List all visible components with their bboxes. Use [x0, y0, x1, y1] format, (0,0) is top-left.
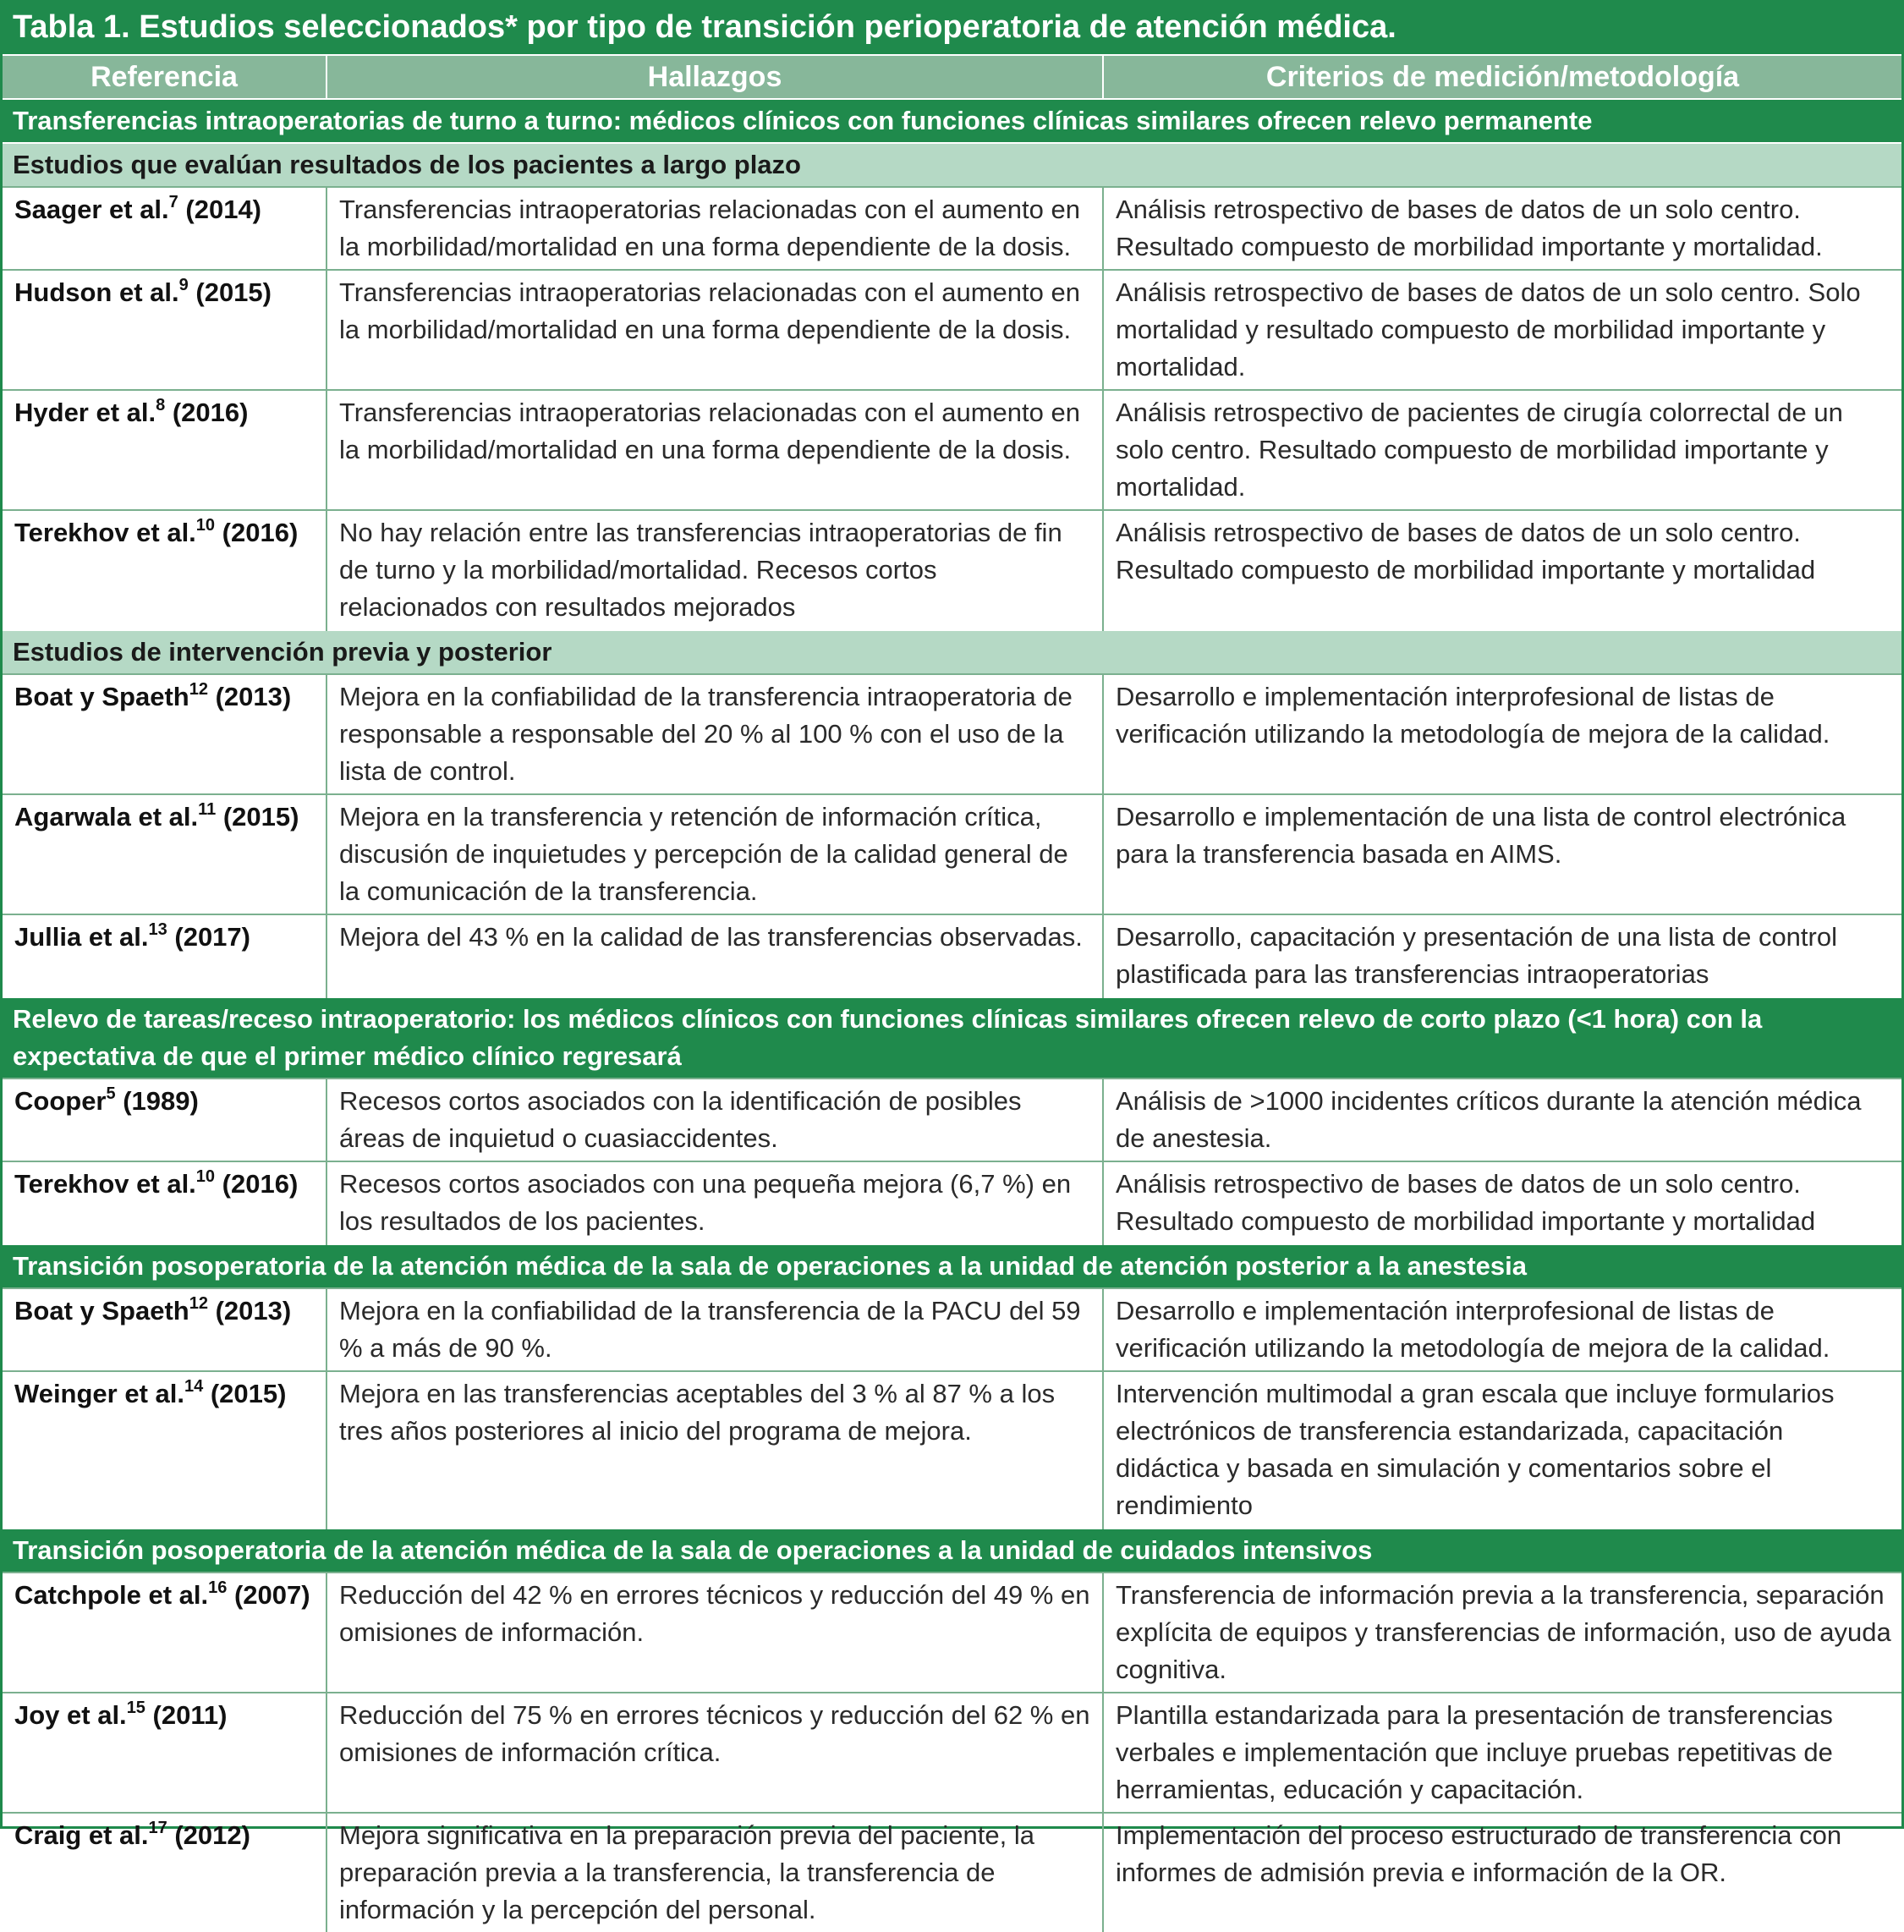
column-header-findings: Hallazgos: [326, 55, 1103, 99]
findings-cell: Reducción del 75 % en errores técnicos y reducción del 62 % en omisiones de información crítica.: [326, 1693, 1103, 1813]
methods-cell: Análisis de >1000 incidentes críticos durante la atención médica de anestesia.: [1103, 1079, 1901, 1161]
table-row: [3, 674, 1901, 794]
reference-authors: Terekhov et al.: [14, 1169, 196, 1199]
reference-citation: 11: [198, 799, 217, 819]
reference-cell: [3, 1572, 326, 1693]
reference-cell: [3, 1371, 326, 1529]
methods-cell: Plantilla estandarizada para la presentación de transferencias verbales e implementación que incluye pruebas repetitivas de herramientas, educación y capacitación.: [1103, 1693, 1901, 1813]
reference-citation: 5: [106, 1084, 116, 1103]
reference-authors: Cooper: [14, 1086, 107, 1116]
subsection-heading: Estudios que evalúan resultados de los pacientes a largo plazo: [3, 143, 1901, 187]
table-row: [3, 1813, 1901, 1932]
reference-year: (1989): [115, 1086, 199, 1116]
table-row: [3, 1371, 1901, 1529]
reference-year: (2015): [216, 802, 299, 832]
reference-citation: 8: [156, 395, 166, 414]
reference-citation: 16: [208, 1578, 228, 1597]
reference-cell: [3, 674, 326, 794]
findings-cell: No hay relación entre las transferencias intraoperatorias de fin de turno y la morbilidad/mortalidad. Recesos cortos relacionados con resultados mejorados: [326, 510, 1103, 630]
reference-citation: 9: [178, 275, 189, 294]
reference-authors: Terekhov et al.: [14, 518, 196, 547]
section-heading: Transición posoperatoria de la atención médica de la sala de operaciones a la unidad de atención posterior a la anestesia: [3, 1244, 1901, 1288]
methods-cell: Intervención multimodal a gran escala que incluye formularios electrónicos de transferencia estandarizada, capacitación didáctica y basada en simulación y comentarios sobre el rendimiento: [1103, 1371, 1901, 1529]
reference-citation: 10: [195, 1166, 216, 1186]
reference-year: (2015): [203, 1379, 287, 1408]
findings-cell: Transferencias intraoperatorias relacionadas con el aumento en la morbilidad/mortalidad en una forma dependiente de la dosis.: [326, 187, 1103, 270]
findings-cell: Mejora del 43 % en la calidad de las transferencias observadas.: [326, 914, 1103, 997]
findings-cell: Mejora en la confiabilidad de la transferencia de la PACU del 59 % a más de 90 %.: [326, 1288, 1103, 1371]
methods-cell: Desarrollo e implementación interprofesional de listas de verificación utilizando la metodología de mejora de la calidad.: [1103, 1288, 1901, 1371]
reference-citation: 12: [189, 679, 208, 699]
table-row: [3, 1079, 1901, 1161]
findings-cell: Mejora en la confiabilidad de la transferencia intraoperatoria de responsable a responsable del 20 % al 100 % con el uso de la lista de control.: [326, 674, 1103, 794]
reference-citation: 7: [168, 192, 178, 211]
reference-cell: [3, 1693, 326, 1813]
methods-cell: Análisis retrospectivo de bases de datos de un solo centro. Resultado compuesto de morbilidad importante y mortalidad.: [1103, 187, 1901, 270]
methods-cell: Análisis retrospectivo de pacientes de cirugía colorrectal de un solo centro. Resultado compuesto de morbilidad importante y mortalidad.: [1103, 390, 1901, 510]
reference-citation: 13: [148, 919, 167, 939]
table-row: [3, 270, 1901, 390]
reference-authors: Boat y Spaeth: [14, 1296, 189, 1326]
reference-year: (2011): [145, 1700, 228, 1730]
reference-cell: [3, 187, 326, 270]
table-row: [3, 1161, 1901, 1244]
table-row: [3, 794, 1901, 914]
section-heading-row: [3, 99, 1901, 143]
studies-table: [3, 0, 1901, 1932]
reference-authors: Catchpole et al.: [14, 1580, 209, 1610]
reference-year: (2016): [165, 398, 249, 427]
section-heading: Transición posoperatoria de la atención médica de la sala de operaciones a la unidad de cuidados intensivos: [3, 1529, 1901, 1572]
reference-citation: 15: [126, 1698, 145, 1717]
table-row: [3, 1288, 1901, 1371]
methods-cell: Desarrollo, capacitación y presentación de una lista de control plastificada para las transferencias intraoperatorias: [1103, 914, 1901, 997]
column-header-row: [3, 55, 1901, 99]
table-row: [3, 1693, 1901, 1813]
reference-cell: [3, 1288, 326, 1371]
findings-cell: Transferencias intraoperatorias relacionadas con el aumento en la morbilidad/mortalidad en una forma dependiente de la dosis.: [326, 270, 1103, 390]
findings-cell: Recesos cortos asociados con una pequeña mejora (6,7 %) en los resultados de los pacientes.: [326, 1161, 1103, 1244]
column-header-methods: Criterios de medición/metodología: [1103, 55, 1901, 99]
reference-cell: [3, 794, 326, 914]
findings-cell: Recesos cortos asociados con la identificación de posibles áreas de inquietud o cuasiaccidentes.: [326, 1079, 1103, 1161]
table-row: [3, 510, 1901, 630]
reference-authors: Jullia et al.: [14, 922, 149, 952]
reference-year: (2012): [167, 1820, 250, 1850]
reference-authors: Weinger et al.: [14, 1379, 184, 1408]
reference-year: (2016): [215, 1169, 299, 1199]
findings-cell: Mejora en la transferencia y retención de información crítica, discusión de inquietudes y percepción de la calidad general de la comunicación de la transferencia.: [326, 794, 1103, 914]
reference-cell: [3, 914, 326, 997]
findings-cell: Reducción del 42 % en errores técnicos y reducción del 49 % en omisiones de información.: [326, 1572, 1103, 1693]
findings-cell: Mejora en las transferencias aceptables del 3 % al 87 % a los tres años posteriores al inicio del programa de mejora.: [326, 1371, 1103, 1529]
reference-citation: 12: [189, 1293, 208, 1313]
reference-cell: [3, 1161, 326, 1244]
reference-cell: [3, 390, 326, 510]
reference-authors: Agarwala et al.: [14, 802, 199, 832]
subsection-heading: Estudios de intervención previa y posterior: [3, 630, 1901, 674]
reference-year: (2014): [178, 195, 262, 224]
reference-cell: [3, 1079, 326, 1161]
section-heading: Relevo de tareas/receso intraoperatorio: los médicos clínicos con funciones clínicas similares ofrecen relevo de corto plazo (<1 hora) con la expectativa de que el primer médico clínico regresará: [3, 997, 1901, 1079]
methods-cell: Análisis retrospectivo de bases de datos de un solo centro. Resultado compuesto de morbilidad importante y mortalidad: [1103, 510, 1901, 630]
subsection-heading-row: [3, 143, 1901, 187]
reference-authors: Hudson et al.: [14, 277, 179, 307]
reference-citation: 10: [195, 515, 216, 535]
table-row: [3, 187, 1901, 270]
reference-authors: Craig et al.: [14, 1820, 149, 1850]
findings-cell: Transferencias intraoperatorias relacionadas con el aumento en la morbilidad/mortalidad en una forma dependiente de la dosis.: [326, 390, 1103, 510]
methods-cell: Transferencia de información previa a la transferencia, separación explícita de equipos y transferencias de información, uso de ayuda cognitiva.: [1103, 1572, 1901, 1693]
reference-year: (2017): [167, 922, 250, 952]
reference-year: (2013): [207, 1296, 292, 1326]
table-title-row: [3, 0, 1901, 55]
reference-authors: Hyder et al.: [14, 398, 156, 427]
reference-citation: 17: [148, 1818, 167, 1837]
table-title: Tabla 1. Estudios seleccionados* por tipo de transición perioperatoria de atención médica.: [3, 0, 1901, 55]
reference-authors: Boat y Spaeth: [14, 682, 189, 711]
reference-cell: [3, 1813, 326, 1932]
column-header-reference: Referencia: [3, 55, 326, 99]
methods-cell: Análisis retrospectivo de bases de datos de un solo centro. Resultado compuesto de morbilidad importante y mortalidad: [1103, 1161, 1901, 1244]
reference-year: (2016): [215, 518, 299, 547]
reference-authors: Saager et al.: [14, 195, 169, 224]
methods-cell: Implementación del proceso estructurado de transferencia con informes de admisión previa e información de la OR.: [1103, 1813, 1901, 1932]
reference-cell: [3, 510, 326, 630]
reference-citation: 14: [184, 1376, 204, 1396]
subsection-heading-row: [3, 630, 1901, 674]
methods-cell: Desarrollo e implementación interprofesional de listas de verificación utilizando la metodología de mejora de la calidad.: [1103, 674, 1901, 794]
methods-cell: Análisis retrospectivo de bases de datos de un solo centro. Solo mortalidad y resultado compuesto de morbilidad importante y mortalidad.: [1103, 270, 1901, 390]
methods-cell: Desarrollo e implementación de una lista de control electrónica para la transferencia basada en AIMS.: [1103, 794, 1901, 914]
reference-year: (2013): [207, 682, 292, 711]
table-row: [3, 914, 1901, 997]
reference-authors: Joy et al.: [14, 1700, 127, 1730]
section-heading-row: [3, 997, 1901, 1079]
table-row: [3, 390, 1901, 510]
section-heading-row: [3, 1244, 1901, 1288]
findings-cell: Mejora significativa en la preparación previa del paciente, la preparación previa a la transferencia, la transferencia de información y la percepción del personal.: [326, 1813, 1103, 1932]
section-heading-row: [3, 1529, 1901, 1572]
reference-year: (2015): [188, 277, 272, 307]
reference-year: (2007): [227, 1580, 310, 1610]
table-row: [3, 1572, 1901, 1693]
section-heading: Transferencias intraoperatorias de turno a turno: médicos clínicos con funciones clínicas similares ofrecen relevo permanente: [3, 99, 1901, 143]
reference-cell: [3, 270, 326, 390]
